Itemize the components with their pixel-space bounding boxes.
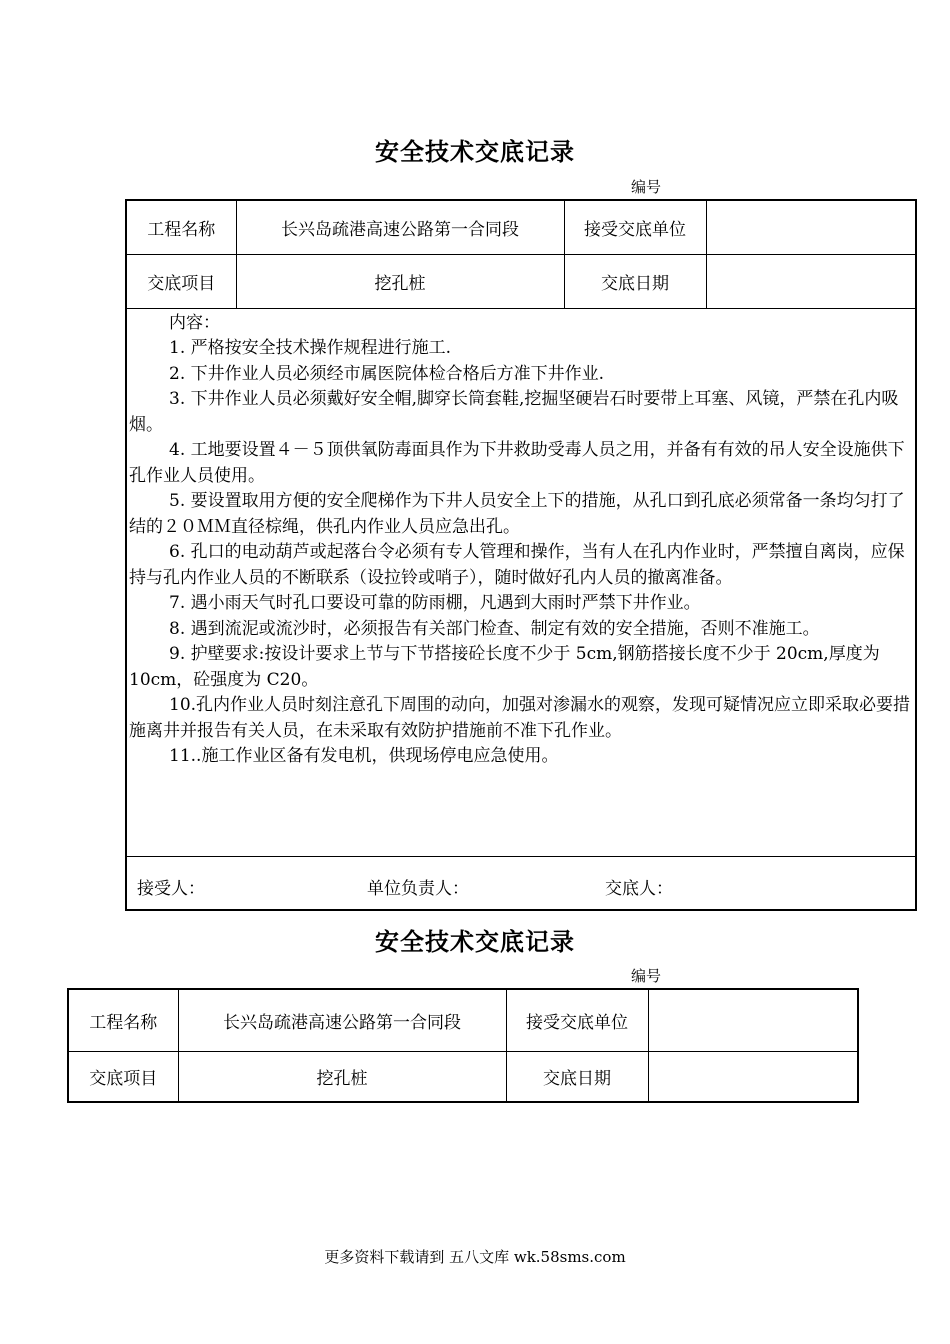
list-item: 2. 下井作业人员必须经市属医院体检合格后方准下井作业. <box>169 363 605 384</box>
project-name-value: 长兴岛疏港高速公路第一合同段 <box>236 200 564 254</box>
project-name-label: 工程名称 <box>68 989 178 1051</box>
receiving-unit-label: 接受交底单位 <box>564 200 706 254</box>
page-title: 安全技术交底记录 <box>375 137 575 166</box>
receiver-label: 接受人： <box>137 878 205 899</box>
briefing-date-value <box>648 1051 858 1102</box>
list-item: 9. 护壁要求:按设计要求上节与下节搭接砼长度不少于 5cm,钢筋搭接长度不少于 20cm,厚度为 10cm，砼强度为 C20。 <box>129 644 880 690</box>
content-cell <box>126 308 916 856</box>
record-table-2 <box>67 988 859 1103</box>
briefing-item-value: 挖孔桩 <box>236 254 564 308</box>
receiving-unit-value <box>706 200 916 254</box>
receiving-unit-value <box>648 989 858 1051</box>
list-item: 3. 下井作业人员必须戴好安全帽,脚穿长筒套鞋,挖掘坚硬岩石时要带上耳塞、风镜，严禁在孔内吸烟。 <box>129 389 899 435</box>
list-item: 1. 严格按安全技术操作规程进行施工. <box>169 338 452 358</box>
record-table-1 <box>125 199 917 911</box>
page-title-2: 安全技术交底记录 <box>375 927 575 956</box>
signature-row <box>126 856 916 910</box>
table-row <box>126 308 916 856</box>
briefing-item-label: 交底项目 <box>68 1051 178 1102</box>
list-item: 11..施工作业区备有发电机，供现场停电应急使用。 <box>169 746 559 766</box>
table-row <box>68 1051 858 1102</box>
project-name-value: 长兴岛疏港高速公路第一合同段 <box>178 989 506 1051</box>
footer-text: 更多资料下载请到 五八文库 wk.58sms.com <box>324 1248 626 1266</box>
briefing-date-value <box>706 254 916 308</box>
serial-number-label-2: 编号 <box>631 967 662 985</box>
signature-cell <box>126 856 916 910</box>
table-row <box>126 254 916 308</box>
briefing-item-value: 挖孔桩 <box>178 1051 506 1102</box>
unit-head-label: 单位负责人： <box>367 878 469 899</box>
serial-number-label: 编号 <box>631 178 662 196</box>
receiving-unit-label: 接受交底单位 <box>506 989 648 1051</box>
table-row <box>68 989 858 1051</box>
presenter-label: 交底人： <box>605 878 673 899</box>
list-item: 8. 遇到流泥或流沙时，必须报告有关部门检查、制定有效的安全措施，否则不准施工。 <box>169 618 820 639</box>
table-row <box>126 200 916 254</box>
briefing-date-label: 交底日期 <box>506 1051 648 1102</box>
list-item: 10.孔内作业人员时刻注意孔下周围的动向，加强对渗漏水的观察，发现可疑情况应立即采取必要措施离井并报告有关人员，在未采取有效防护措施前不准下孔作业。 <box>129 695 911 741</box>
list-item: 5. 要设置取用方便的安全爬梯作为下井人员安全上下的措施，从孔口到孔底必须常备一条均匀打了结的２０ＭＭ直径棕绳，供孔内作业人员应急出孔。 <box>129 491 905 537</box>
list-item: 7. 遇小雨天气时孔口要设可靠的防雨棚，凡遇到大雨时严禁下井作业。 <box>169 593 701 613</box>
briefing-item-label: 交底项目 <box>126 254 236 308</box>
list-item: 6. 孔口的电动葫芦或起落台令必须有专人管理和操作，当有人在孔内作业时，严禁擅自离岗，应保持与孔内作业人员的不断联系（设拉铃或哨子），随时做好孔内人员的撤离准备。 <box>129 542 905 588</box>
project-name-label: 工程名称 <box>126 200 236 254</box>
briefing-date-label: 交底日期 <box>564 254 706 308</box>
content-heading: 内容： <box>169 312 220 333</box>
list-item: 4. 工地要设置４－５顶供氧防毒面具作为下井救助受毒人员之用，并备有有效的吊人安全设施供下孔作业人员使用。 <box>129 440 905 486</box>
